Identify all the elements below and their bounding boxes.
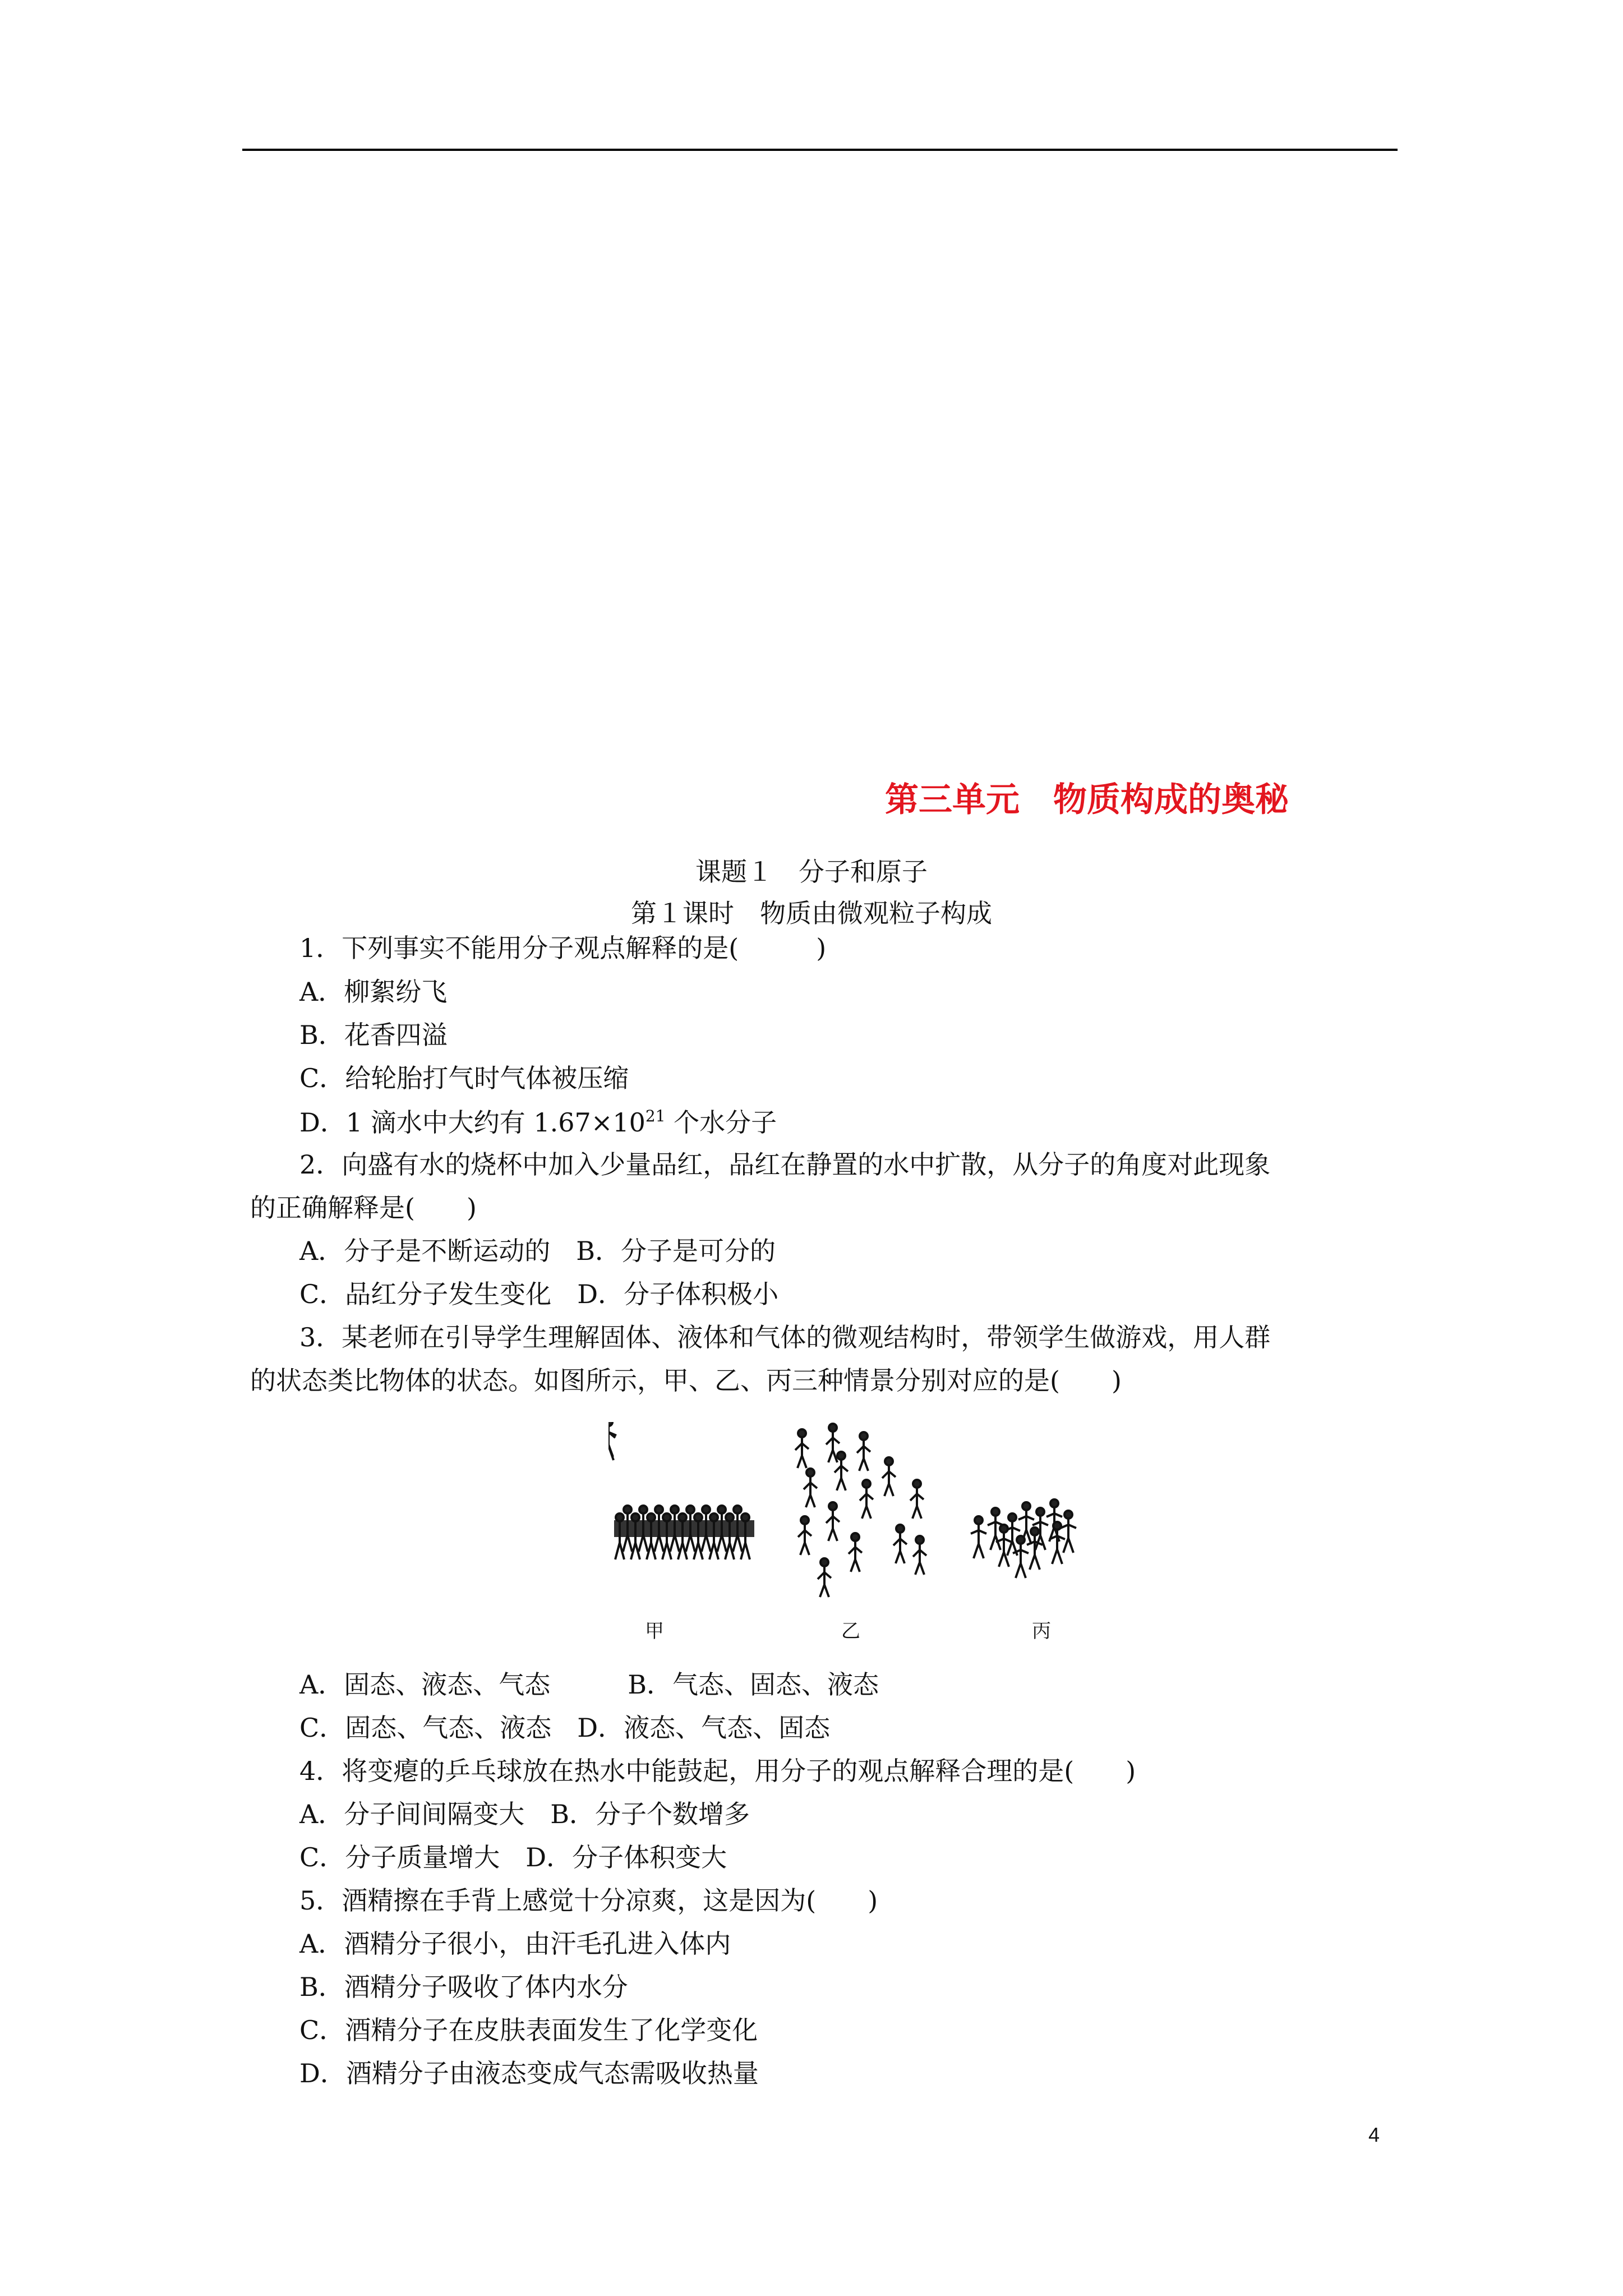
figure-label-jia: 甲 (645, 1620, 664, 1642)
q3-options-ab: A．固态、液态、气态 B．气态、固态、液态 (299, 1669, 879, 1700)
unit-title: 第三单元 物质构成的奥秘 (885, 780, 1289, 820)
q4-stem: 4．将变瘪的乒乓球放在热水中能鼓起，用分子的观点解释合理的是( ) (299, 1756, 1136, 1786)
figure-crowd-solid (614, 1506, 754, 1559)
q2-stem-line2: 的正确解释是( ) (250, 1193, 477, 1223)
q2-options-cd: C．品红分子发生变化 D．分子体积极小 (299, 1279, 779, 1309)
q5-option-b: B．酒精分子吸收了体内水分 (299, 1972, 628, 2002)
q1-option-b: B．花香四溢 (299, 1020, 448, 1050)
q5-option-c: C．酒精分子在皮肤表面发生了化学变化 (299, 2015, 758, 2045)
q4-options-cd: C．分子质量增大 D．分子体积变大 (299, 1842, 727, 1872)
q1-option-d-suffix: 个水分子 (665, 1107, 777, 1138)
header-rule (242, 149, 1398, 151)
q1-option-d-exponent: 21 (645, 1107, 666, 1125)
crowd-states-figure (608, 1422, 1102, 1646)
q1-option-a: A．柳絮纷飞 (299, 977, 448, 1007)
q2-options-ab: A．分子是不断运动的 B．分子是可分的 (299, 1236, 776, 1266)
page-number: 4 (1368, 2123, 1380, 2146)
figure-label-yi: 乙 (841, 1620, 860, 1642)
q3-stem-line2: 的状态类比物体的状态。如图所示，甲、乙、丙三种情景分别对应的是( ) (250, 1365, 1122, 1396)
q1-option-c: C．给轮胎打气时气体被压缩 (299, 1063, 629, 1093)
q1-option-d-text: D．1 滴水中大约有 1.67×10 (299, 1107, 645, 1138)
q1-stem: 1．下列事实不能用分子观点解释的是( ) (299, 933, 827, 963)
q3-stem-line1: 3．某老师在引导学生理解固体、液体和气体的微观结构时，带领学生做游戏，用人群 (299, 1322, 1271, 1352)
q4-options-ab: A．分子间间隔变大 B．分子个数增多 (299, 1799, 750, 1829)
q2-stem-line1: 2．向盛有水的烧杯中加入少量品红，品红在静置的水中扩散，从分子的角度对此现象 (299, 1149, 1271, 1180)
figure-label-bing: 丙 (1032, 1620, 1051, 1642)
lesson-heading: 第１课时 物质由微观粒子构成 (631, 898, 992, 928)
q5-option-a: A．酒精分子很小，由汗毛孔进入体内 (299, 1929, 731, 1959)
q5-option-d: D．酒精分子由液态变成气态需吸收热量 (299, 2058, 759, 2088)
q5-stem: 5．酒精擦在手背上感觉十分凉爽，这是因为( ) (299, 1885, 878, 1916)
q3-options-cd: C．固态、气态、液态 D．液态、气态、固态 (299, 1713, 831, 1743)
topic-heading: 课题１ 分子和原子 (695, 857, 928, 887)
q1-option-d (299, 1107, 777, 1138)
